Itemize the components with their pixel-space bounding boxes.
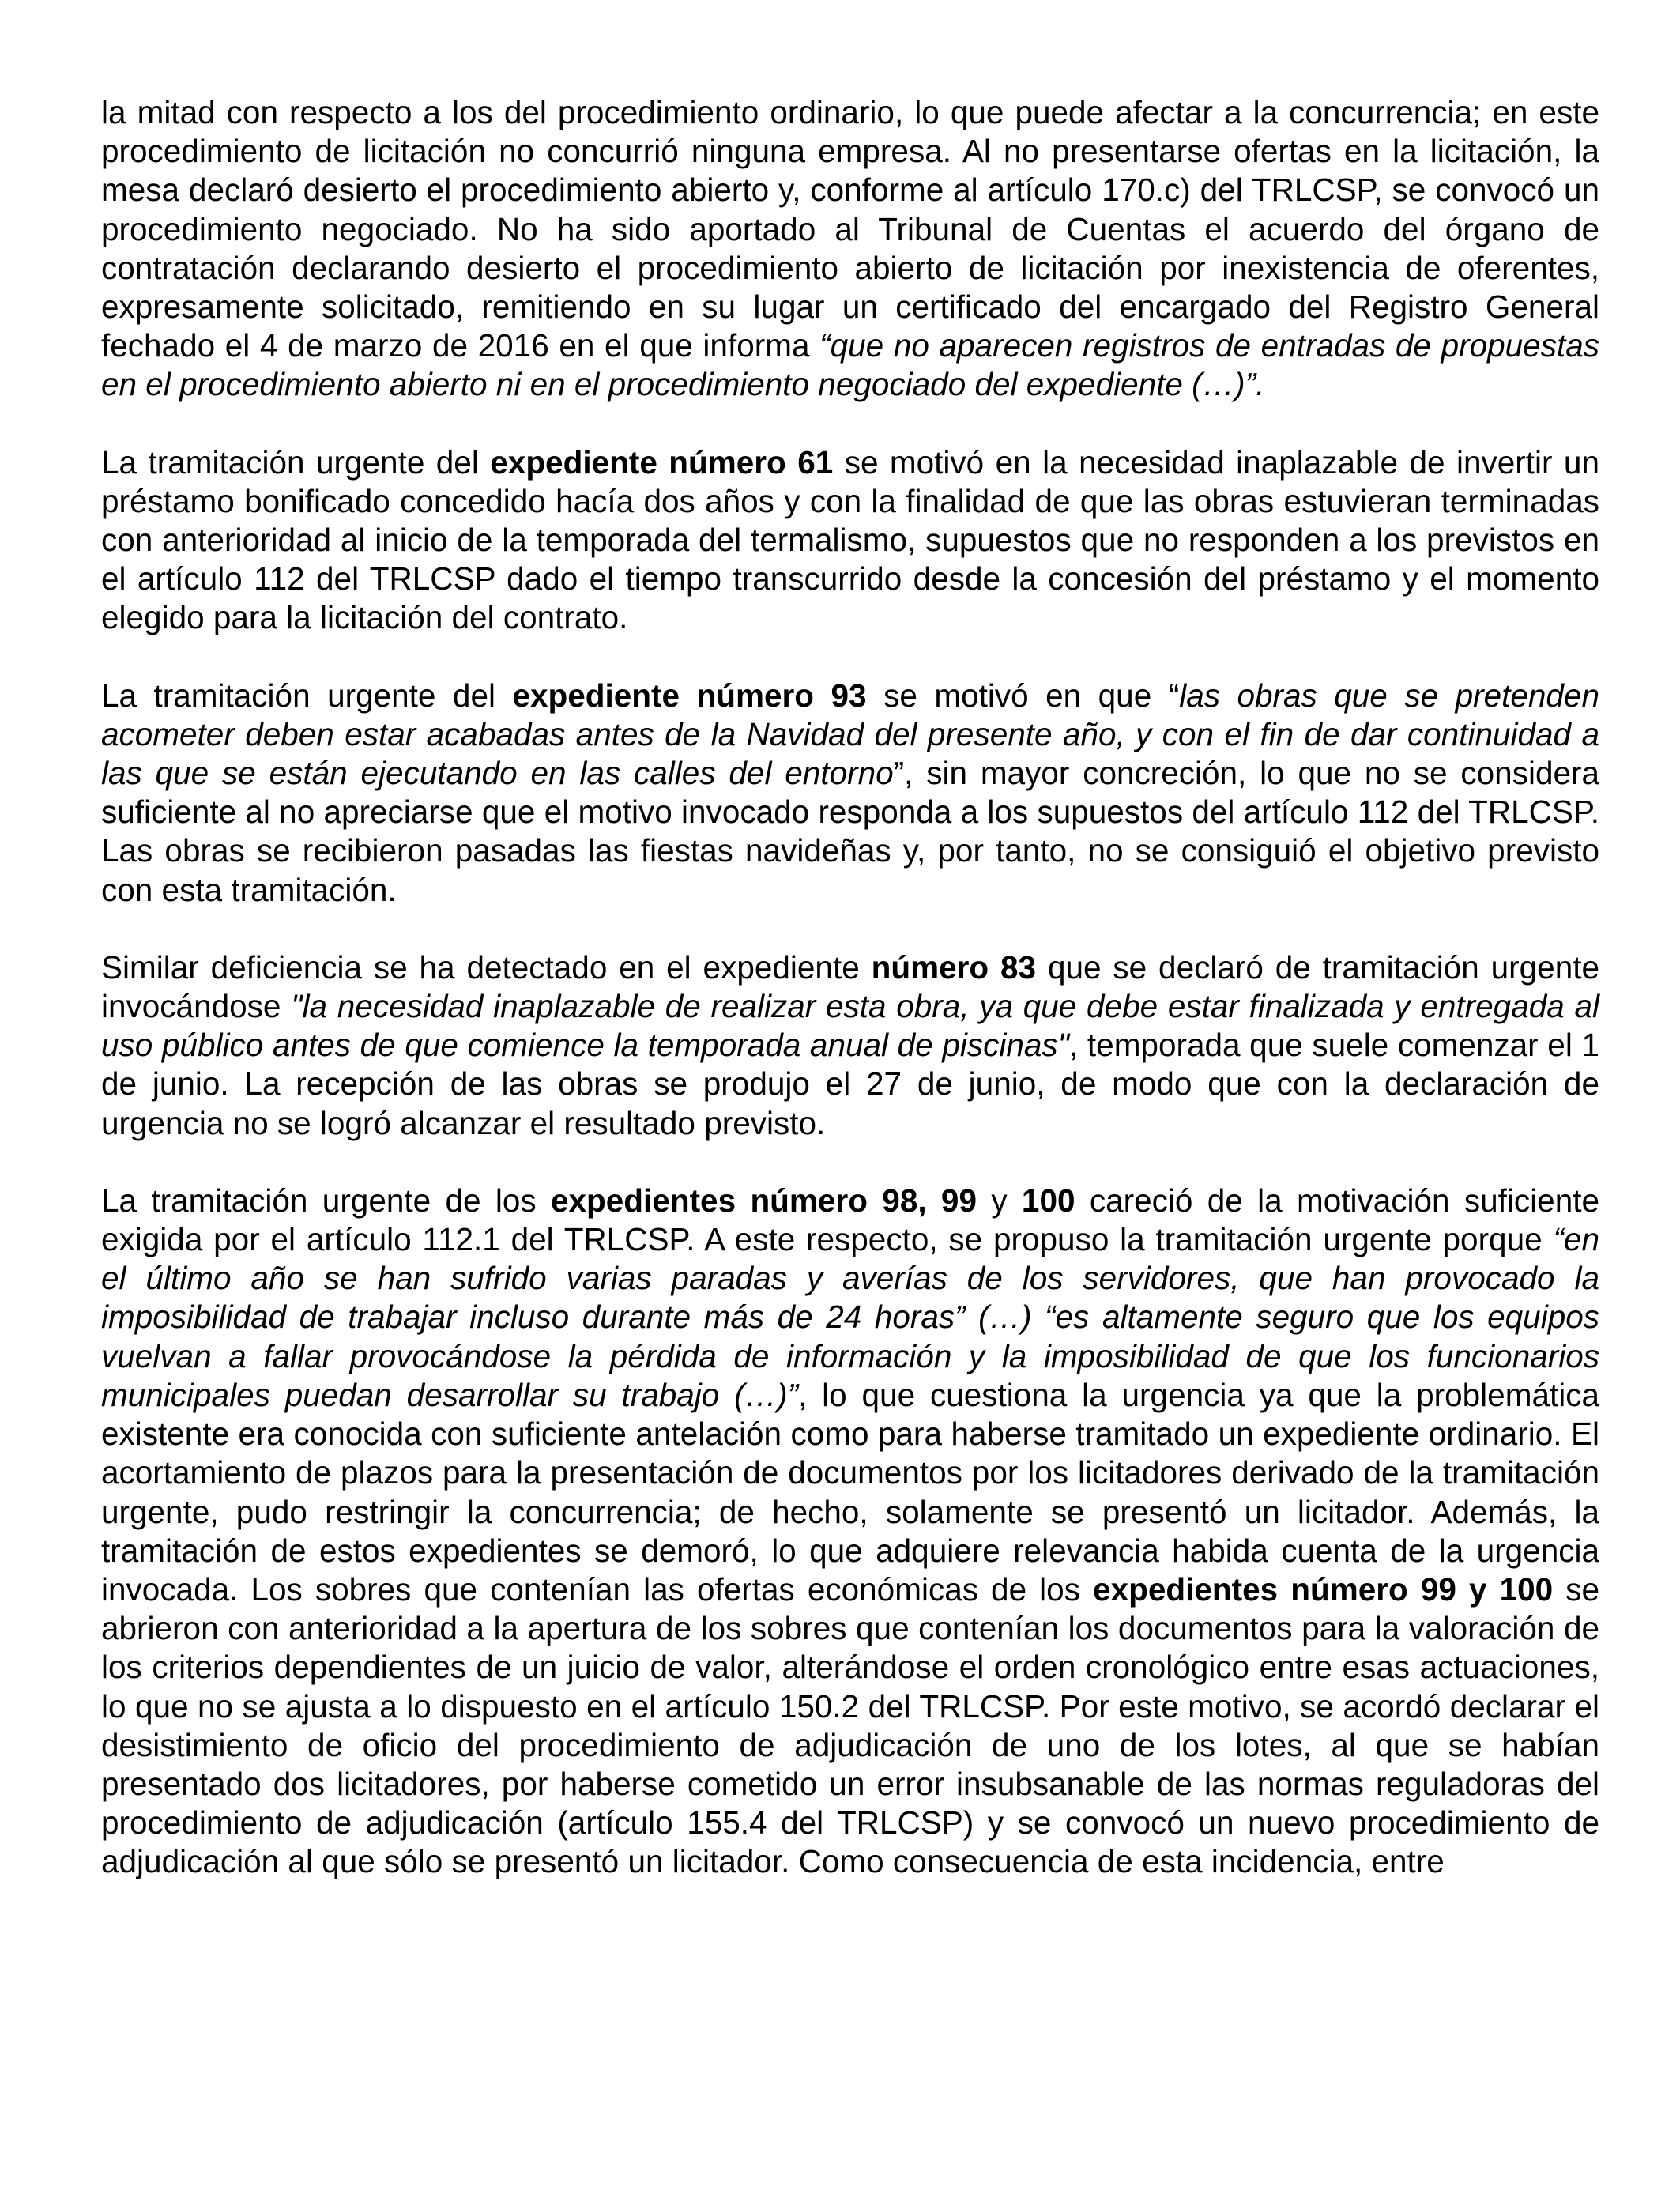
text-segment: ”, sin mayor concreción, lo que no se considera suficiente al no apreciarse que el motivo invocado responda a los supuestos del artículo 112 del TRLCSP. Las obras se recibieron pasadas las fiestas navideñas y, por tanto, no se consiguió el objetivo previsto con esta tramitación. bbox=[101, 755, 1599, 908]
text-segment-italic: “que no aparecen registros de entradas de propuestas en el procedimiento abierto ni en el procedimiento negociado del expediente (…)”. bbox=[101, 327, 1599, 403]
text-segment-italic: “en el último año se han sufrido varias paradas y averías de los servidores, que han provocado la imposibilidad de trabajar incluso durante más de 24 horas” (…) “es altamente seguro que los equipos vuelvan a fallar provocándose la pérdida de información y la imposibilidad de que los funcionarios municipales puedan desarrollar su trabajo (…)” bbox=[101, 1221, 1599, 1413]
text-segment: se motivó en la necesidad inaplazable de invertir un préstamo bonificado concedido hacía dos años y con la finalidad de que las obras estuvieran terminadas con anterioridad al inicio de la temporada del termalismo, supuestos que no responden a los previstos en el artículo 112 del TRLCSP dado el tiempo transcurrido desde la concesión del préstamo y el momento elegido para la licitación del contrato. bbox=[101, 443, 1599, 636]
paragraph-5 bbox=[101, 1182, 1599, 1882]
text-segment: Similar deficiencia se ha detectado en el expediente bbox=[101, 948, 872, 986]
text-segment-bold: 100 bbox=[1021, 1182, 1075, 1219]
text-segment-bold: expediente número 93 bbox=[512, 677, 867, 714]
text-segment: se motivó en que “ bbox=[866, 677, 1180, 714]
text-segment-bold: número 83 bbox=[871, 948, 1037, 986]
paragraph-2 bbox=[101, 443, 1599, 638]
text-segment: , temporada que suele comenzar el 1 de junio. La recepción de las obras se produjo el 27 de junio, de modo que con la declaración de urgencia no se logró alcanzar el resultado previsto. bbox=[101, 1027, 1599, 1141]
text-segment-bold: expedientes número 98, 99 bbox=[551, 1182, 977, 1219]
paragraph-3 bbox=[101, 677, 1599, 910]
text-segment: careció de la motivación suficiente exigida por el artículo 112.1 del TRLCSP. A este respecto, se propuso la tramitación urgente porque bbox=[101, 1182, 1599, 1258]
document-page bbox=[101, 93, 1599, 1882]
text-segment: la mitad con respecto a los del procedimiento ordinario, lo que puede afectar a la concurrencia; en este procedimiento de licitación no concurrió ninguna empresa. Al no presentarse ofertas en la licitación, la mesa declaró desierto el procedimiento abierto y, conforme al artículo 170.c) del TRLCSP, se convocó un procedimiento negociado. No ha sido aportado al Tribunal de Cuentas el acuerdo del órgano de contratación declarando desierto el procedimiento abierto de licitación por inexistencia de oferentes, expresamente solicitado, remitiendo en su lugar un certificado del encargado del Registro General fechado el 4 de marzo de 2016 en el que informa bbox=[101, 94, 1599, 364]
text-segment: se abrieron con anterioridad a la apertura de los sobres que contenían los documentos para la valoración de los criterios dependientes de un juicio de valor, alterándose el orden cronológico entre esas actuaciones, lo que no se ajusta a lo dispuesto en el artículo 150.2 del TRLCSP. Por este motivo, se acordó declarar el desistimiento de oficio del procedimiento de adjudicación de uno de los lotes, al que se habían presentado dos licitadores, por haberse cometido un error insubsanable de las normas reguladoras del procedimiento de adjudicación (artículo 155.4 del TRLCSP) y se convocó un nuevo procedimiento de adjudicación al que sólo se presentó un licitador. Como consecuencia de esta incidencia, entre bbox=[101, 1570, 1599, 1880]
text-segment-bold: expediente número 61 bbox=[490, 443, 834, 481]
text-segment: La tramitación urgente del bbox=[101, 443, 491, 481]
text-segment: que se declaró de tramitación urgente invocándose bbox=[101, 948, 1599, 1025]
text-segment: y bbox=[976, 1182, 1022, 1219]
paragraph-1 bbox=[101, 93, 1599, 405]
text-segment: La tramitación urgente del bbox=[101, 677, 513, 714]
text-segment: La tramitación urgente de los bbox=[101, 1182, 551, 1219]
paragraph-4 bbox=[101, 948, 1599, 1143]
text-segment-bold: expedientes número 99 y 100 bbox=[1093, 1570, 1554, 1608]
text-segment-italic: las obras que se pretenden acometer deben estar acabadas antes de la Navidad del presente año, y con el fin de dar continuidad a las que se están ejecutando en las calles del entorno bbox=[101, 677, 1599, 792]
text-segment-italic: "la necesidad inaplazable de realizar esta obra, ya que debe estar finalizada y entregada al uso público antes de que comience la temporada anual de piscinas" bbox=[101, 988, 1600, 1064]
text-segment: , lo que cuestiona la urgencia ya que la problemática existente era conocida con suficiente antelación como para haberse tramitado un expediente ordinario. El acortamiento de plazos para la presentación de documentos por los licitadores derivado de la tramitación urgente, pudo restringir la concurrencia; de hecho, solamente se presentó un licitador. Además, la tramitación de estos expedientes se demoró, lo que adquiere relevancia habida cuenta de la urgencia invocada. Los sobres que contenían las ofertas económicas de los bbox=[101, 1376, 1599, 1608]
